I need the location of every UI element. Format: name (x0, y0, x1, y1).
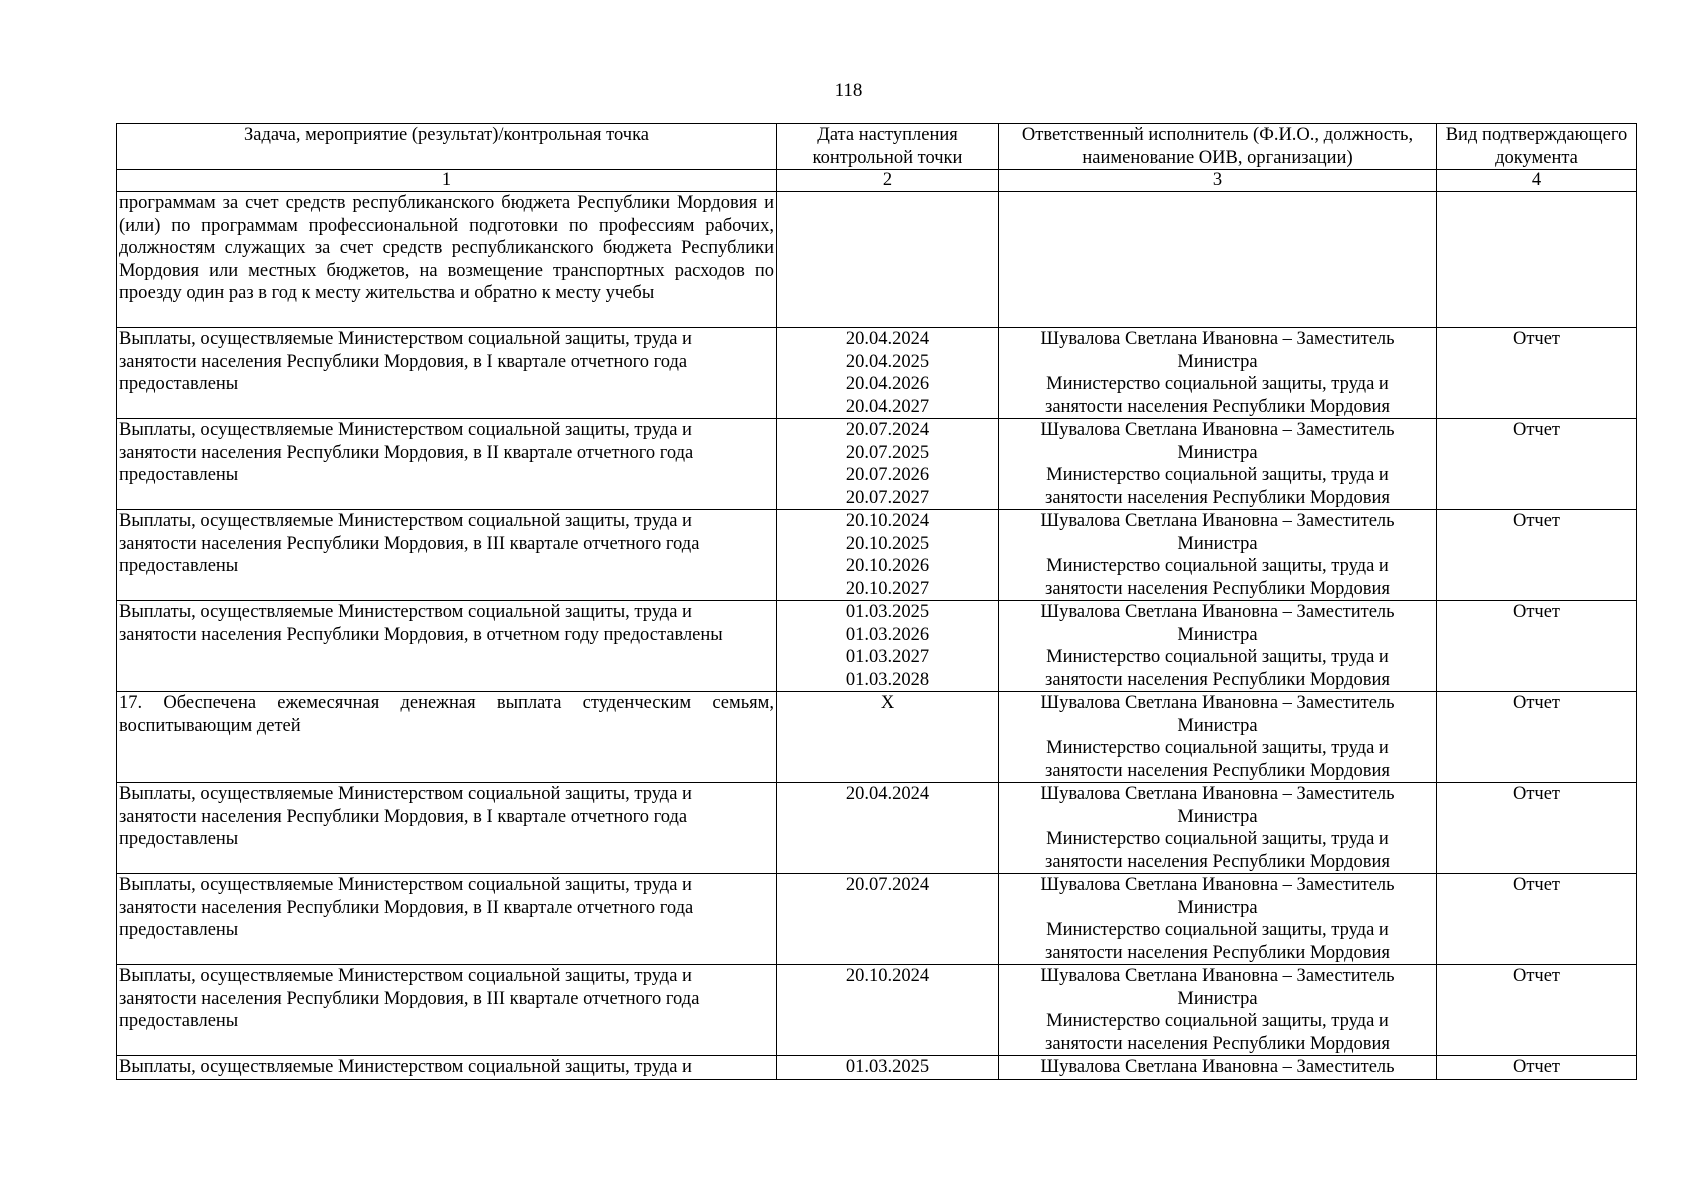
control-points-table (116, 123, 1637, 1080)
executor-cell (999, 510, 1437, 601)
column-number: 2 (777, 170, 999, 192)
task-cell: программам за счет средств республиканского бюджета Республики Мордовия и (или) по программам профессиональной подготовки по профессиям рабочих, должностям служащих за счет средств республиканского бюджета Республики Мордовия или местных бюджетов, на возмещение транспортных расходов по проезду один раз в год к месту жительства и обратно к месту учебы (117, 192, 777, 328)
executor-line: Министерство социальной защиты, труда и (1046, 647, 1389, 667)
executor-line: Шувалова Светлана Ивановна – Заместитель (1040, 1057, 1395, 1077)
task-cell: Выплаты, осуществляемые Министерством социальной защиты, труда и (117, 1056, 777, 1080)
executor-cell (999, 965, 1437, 1056)
header-executor: Ответственный исполнитель (Ф.И.О., должность, наименование ОИВ, организации) (999, 124, 1437, 170)
column-number-row (117, 170, 1637, 192)
control-date: 01.03.2027 (845, 647, 930, 667)
control-date: 01.03.2026 (845, 624, 930, 645)
executor-line: занятости населения Республики Мордовия (1045, 669, 1390, 690)
header-task: Задача, мероприятие (результат)/контрольная точка (117, 124, 777, 170)
executor-line: занятости населения Республики Мордовия (1045, 396, 1390, 417)
executor-line: занятости населения Республики Мордовия (1045, 851, 1390, 872)
executor-line: Министра (1177, 988, 1258, 1009)
table-row-continuation (117, 192, 1637, 328)
column-number: 3 (999, 170, 1437, 192)
table-row (117, 419, 1637, 510)
control-date: 20.04.2025 (845, 351, 930, 372)
page-number: 118 (834, 80, 863, 101)
task-cell: Выплаты, осуществляемые Министерством социальной защиты, труда и занятости населения Республики Мордовия, в II квартале отчетного года предоставлены (117, 874, 777, 965)
control-date: 20.04.2024 (845, 784, 930, 804)
executor-cell (999, 419, 1437, 510)
task-cell: Выплаты, осуществляемые Министерством социальной защиты, труда и занятости населения Республики Мордовия, в I квартале отчетного года предоставлены (117, 328, 777, 419)
task-cell: 17. Обеспечена ежемесячная денежная выплата студенческим семьям, воспитывающим детей (117, 692, 777, 783)
executor-line: Министерство социальной защиты, труда и (1046, 556, 1389, 576)
table-row (117, 783, 1637, 874)
control-date: 01.03.2025 (845, 1057, 930, 1077)
task-cell: Выплаты, осуществляемые Министерством социальной защиты, труда и занятости населения Республики Мордовия, в отчетном году предоставлены (117, 601, 777, 692)
executor-line: занятости населения Республики Мордовия (1045, 942, 1390, 963)
document-cell: Отчет (1437, 692, 1637, 783)
header-document: Вид подтверждающего документа (1437, 124, 1637, 170)
document-cell: Отчет (1437, 783, 1637, 874)
column-number: 1 (117, 170, 777, 192)
control-date: 20.04.2026 (845, 374, 930, 394)
document-cell: Отчет (1437, 328, 1637, 419)
control-date: 20.10.2026 (845, 556, 930, 576)
executor-cell (999, 328, 1437, 419)
document-cell (1437, 192, 1637, 328)
control-date: 20.10.2024 (845, 511, 930, 531)
date-cell (777, 692, 999, 783)
executor-line: Министра (1177, 533, 1258, 554)
date-cell (777, 874, 999, 965)
date-cell (777, 783, 999, 874)
executor-line: занятости населения Республики Мордовия (1045, 760, 1390, 781)
control-date: X (880, 693, 895, 713)
date-cell (777, 328, 999, 419)
executor-line: занятости населения Республики Мордовия (1045, 487, 1390, 508)
executor-cell (999, 783, 1437, 874)
task-cell: Выплаты, осуществляемые Министерством социальной защиты, труда и занятости населения Республики Мордовия, в III квартале отчетного года предоставлены (117, 965, 777, 1056)
control-date: 20.10.2024 (845, 966, 930, 986)
executor-line: Министерство социальной защиты, труда и (1046, 738, 1389, 758)
executor-cell (999, 692, 1437, 783)
executor-line: Министерство социальной защиты, труда и (1046, 374, 1389, 394)
date-cell (777, 192, 999, 328)
task-cell: Выплаты, осуществляемые Министерством социальной защиты, труда и занятости населения Республики Мордовия, в III квартале отчетного года предоставлены (117, 510, 777, 601)
executor-line: Шувалова Светлана Ивановна – Заместитель (1040, 329, 1395, 349)
header-row (117, 124, 1637, 170)
executor-line: Министерство социальной защиты, труда и (1046, 920, 1389, 940)
document-cell: Отчет (1437, 601, 1637, 692)
executor-line: Шувалова Светлана Ивановна – Заместитель (1040, 511, 1395, 531)
control-date: 01.03.2028 (845, 669, 930, 690)
task-cell: Выплаты, осуществляемые Министерством социальной защиты, труда и занятости населения Республики Мордовия, в I квартале отчетного года предоставлены (117, 783, 777, 874)
document-cell: Отчет (1437, 510, 1637, 601)
executor-line: Министерство социальной защиты, труда и (1046, 1011, 1389, 1031)
table-row (117, 601, 1637, 692)
executor-line: Шувалова Светлана Ивановна – Заместитель (1040, 420, 1395, 440)
control-date: 20.07.2025 (845, 442, 930, 463)
table-row (117, 1056, 1637, 1080)
date-cell (777, 965, 999, 1056)
control-date: 20.10.2025 (845, 533, 930, 554)
header-date: Дата наступления контрольной точки (777, 124, 999, 170)
table-row (117, 328, 1637, 419)
table-row (117, 874, 1637, 965)
document-cell: Отчет (1437, 965, 1637, 1056)
document-cell: Отчет (1437, 419, 1637, 510)
executor-cell (999, 874, 1437, 965)
control-date: 20.07.2027 (845, 487, 930, 508)
date-cell (777, 419, 999, 510)
table-row (117, 510, 1637, 601)
executor-line: Шувалова Светлана Ивановна – Заместитель (1040, 875, 1395, 895)
executor-line: Министра (1177, 624, 1258, 645)
executor-line: Шувалова Светлана Ивановна – Заместитель (1040, 602, 1395, 622)
executor-line: Министра (1177, 806, 1258, 827)
table-row (117, 965, 1637, 1056)
executor-line: Министра (1177, 715, 1258, 736)
executor-cell (999, 1056, 1437, 1080)
control-date: 20.07.2024 (845, 420, 930, 440)
executor-line: Шувалова Светлана Ивановна – Заместитель (1040, 784, 1395, 804)
document-cell: Отчет (1437, 874, 1637, 965)
control-date: 20.07.2024 (845, 875, 930, 895)
control-date: 01.03.2025 (845, 602, 930, 622)
task-cell: Выплаты, осуществляемые Министерством социальной защиты, труда и занятости населения Республики Мордовия, в II квартале отчетного года предоставлены (117, 419, 777, 510)
control-date: 20.10.2027 (845, 578, 930, 599)
executor-line: Министра (1177, 442, 1258, 463)
date-cell (777, 1056, 999, 1080)
executor-line: Шувалова Светлана Ивановна – Заместитель (1040, 693, 1395, 713)
executor-cell (999, 192, 1437, 328)
date-cell (777, 510, 999, 601)
executor-line: Министерство социальной защиты, труда и (1046, 829, 1389, 849)
table-row (117, 692, 1637, 783)
control-date: 20.04.2024 (845, 329, 930, 349)
executor-cell (999, 601, 1437, 692)
executor-line: Министра (1177, 897, 1258, 918)
date-cell (777, 601, 999, 692)
executor-line: Министра (1177, 351, 1258, 372)
executor-line: Шувалова Светлана Ивановна – Заместитель (1040, 966, 1395, 986)
control-date: 20.07.2026 (845, 465, 930, 485)
document-cell: Отчет (1437, 1056, 1637, 1080)
column-number: 4 (1437, 170, 1637, 192)
executor-line: занятости населения Республики Мордовия (1045, 1033, 1390, 1054)
executor-line: Министерство социальной защиты, труда и (1046, 465, 1389, 485)
control-date: 20.04.2027 (845, 396, 930, 417)
executor-line: занятости населения Республики Мордовия (1045, 578, 1390, 599)
